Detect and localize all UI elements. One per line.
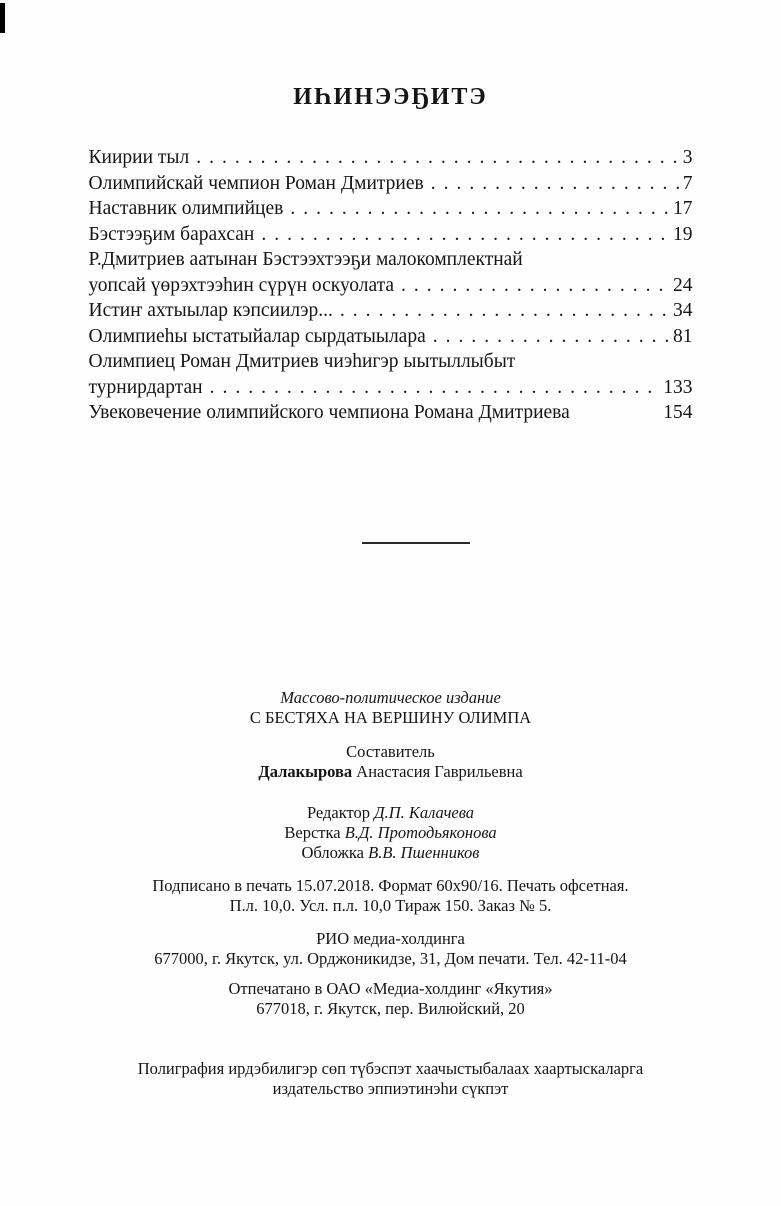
- toc-entry-title-line2: уопсай үөрэхтээһин сүрүн оскуолата: [88, 274, 395, 296]
- dot-leader: [205, 375, 662, 401]
- compiler-block: [0, 742, 781, 782]
- toc-entry-page: 24: [673, 274, 693, 296]
- layout-label: Верстка: [284, 822, 345, 842]
- toc-entry-title: Наставник олимпийцев: [88, 198, 284, 219]
- editor-label: Редактор: [306, 802, 375, 822]
- toc-entry-title-line1: Олимпиец Роман Дмитриев чиэһигэр ыытыллыбыт: [88, 351, 516, 372]
- toc-entry-page: 133: [663, 376, 693, 398]
- toc-entry-page: 17: [673, 198, 693, 219]
- editor-line: [0, 803, 781, 823]
- table-of-contents: [89, 145, 693, 426]
- compiler-surname: Далакырова: [258, 761, 353, 781]
- toc-entry-page: 34: [673, 300, 693, 321]
- layout-line: [0, 823, 781, 843]
- layout-name: В.Д. Протодьяконова: [344, 822, 497, 842]
- print-info-block: [0, 876, 781, 916]
- page-title: ИҺИНЭЭҔИТЭ: [293, 84, 488, 110]
- toc-entry-page: 154: [663, 402, 693, 423]
- toc-entry-title: Увековечение олимпийского чемпиона Романа Дмитриева: [88, 402, 570, 423]
- printing-house-address: 677018, г. Якутск, пер. Вилюйский, 20: [256, 998, 525, 1018]
- dot-leader: [191, 145, 681, 171]
- toc-entry: [89, 145, 693, 171]
- printing-house-block: [0, 979, 781, 1019]
- toc-entry: [89, 222, 693, 248]
- section-divider: [362, 542, 470, 544]
- scan-artifact: [0, 3, 5, 33]
- dot-leader: [256, 222, 671, 248]
- toc-entry-title: Олимпиеһы ыстатыйалар сырдатыылара: [88, 325, 426, 347]
- toc-entry: [89, 171, 693, 197]
- dot-leader: [335, 298, 671, 324]
- toc-entry-page: 3: [682, 147, 693, 168]
- toc-entry-title: Бэстээҕим барахсан: [88, 223, 255, 245]
- toc-entry-title-line1: Р.Дмитриев аатынан Бэстээхтээҕи малокомплектнай: [88, 249, 523, 270]
- edition-type: Массово-политическое издание: [280, 687, 501, 707]
- dot-leader: [285, 196, 671, 222]
- dot-leader: [396, 273, 671, 299]
- disclaimer-line2: издательство эппиэтинэһи сүкпэт: [272, 1078, 509, 1098]
- toc-entry-title: Олимпийскай чемпион Роман Дмитриев: [88, 172, 424, 194]
- cover-name: В.В. Пшенников: [368, 842, 480, 862]
- toc-entry: [89, 324, 693, 350]
- dot-leader: [426, 171, 681, 197]
- toc-entry: [89, 247, 693, 298]
- publisher-name: РИО медиа-холдинга: [316, 928, 465, 948]
- publisher-block: [0, 929, 781, 969]
- editor-name: Д.П. Калачева: [374, 802, 475, 822]
- cover-line: [0, 843, 781, 863]
- toc-entry: [89, 400, 693, 426]
- toc-entry-title: Киирии тыл: [88, 147, 190, 168]
- printing-house-name: Отпечатано в ОАО «Медиа-холдинг «Якутия»: [228, 978, 553, 998]
- toc-entry-page: 81: [673, 325, 693, 347]
- cover-label: Обложка: [301, 842, 369, 862]
- toc-entry-page: 7: [682, 172, 693, 194]
- toc-entry: [89, 196, 693, 222]
- compiler-given-names: Анастасия Гаврильевна: [352, 761, 523, 781]
- book-title: С БЕСТЯХА НА ВЕРШИНУ ОЛИМПА: [249, 707, 532, 727]
- toc-entry: [89, 298, 693, 324]
- toc-entry: [89, 349, 693, 400]
- compiler-label: Составитель: [346, 741, 435, 761]
- compiler-name: [0, 762, 781, 782]
- toc-entry-title-line2: турнирдартан: [88, 376, 203, 398]
- colophon: [0, 688, 781, 1099]
- staff-block: [0, 803, 781, 863]
- toc-entry-title: Истиҥ ахтыылар кэпсиилэр...: [88, 300, 333, 321]
- toc-entry-page: 19: [673, 223, 693, 245]
- dot-leader: [428, 324, 671, 350]
- print-info-line2: П.л. 10,0. Усл. п.л. 10,0 Тираж 150. Заказ № 5.: [229, 895, 552, 915]
- disclaimer-line1: Полиграфия ирдэбилигэр сөп түбэспэт хаачыстыбалаах хаартыскаларга: [137, 1058, 644, 1078]
- print-info-line1: Подписано в печать 15.07.2018. Формат 60х90/16. Печать офсетная.: [152, 875, 629, 895]
- disclaimer-block: [0, 1059, 781, 1099]
- publisher-address: 677000, г. Якутск, ул. Орджоникидзе, 31, Дом печати. Тел. 42-11-04: [154, 948, 627, 968]
